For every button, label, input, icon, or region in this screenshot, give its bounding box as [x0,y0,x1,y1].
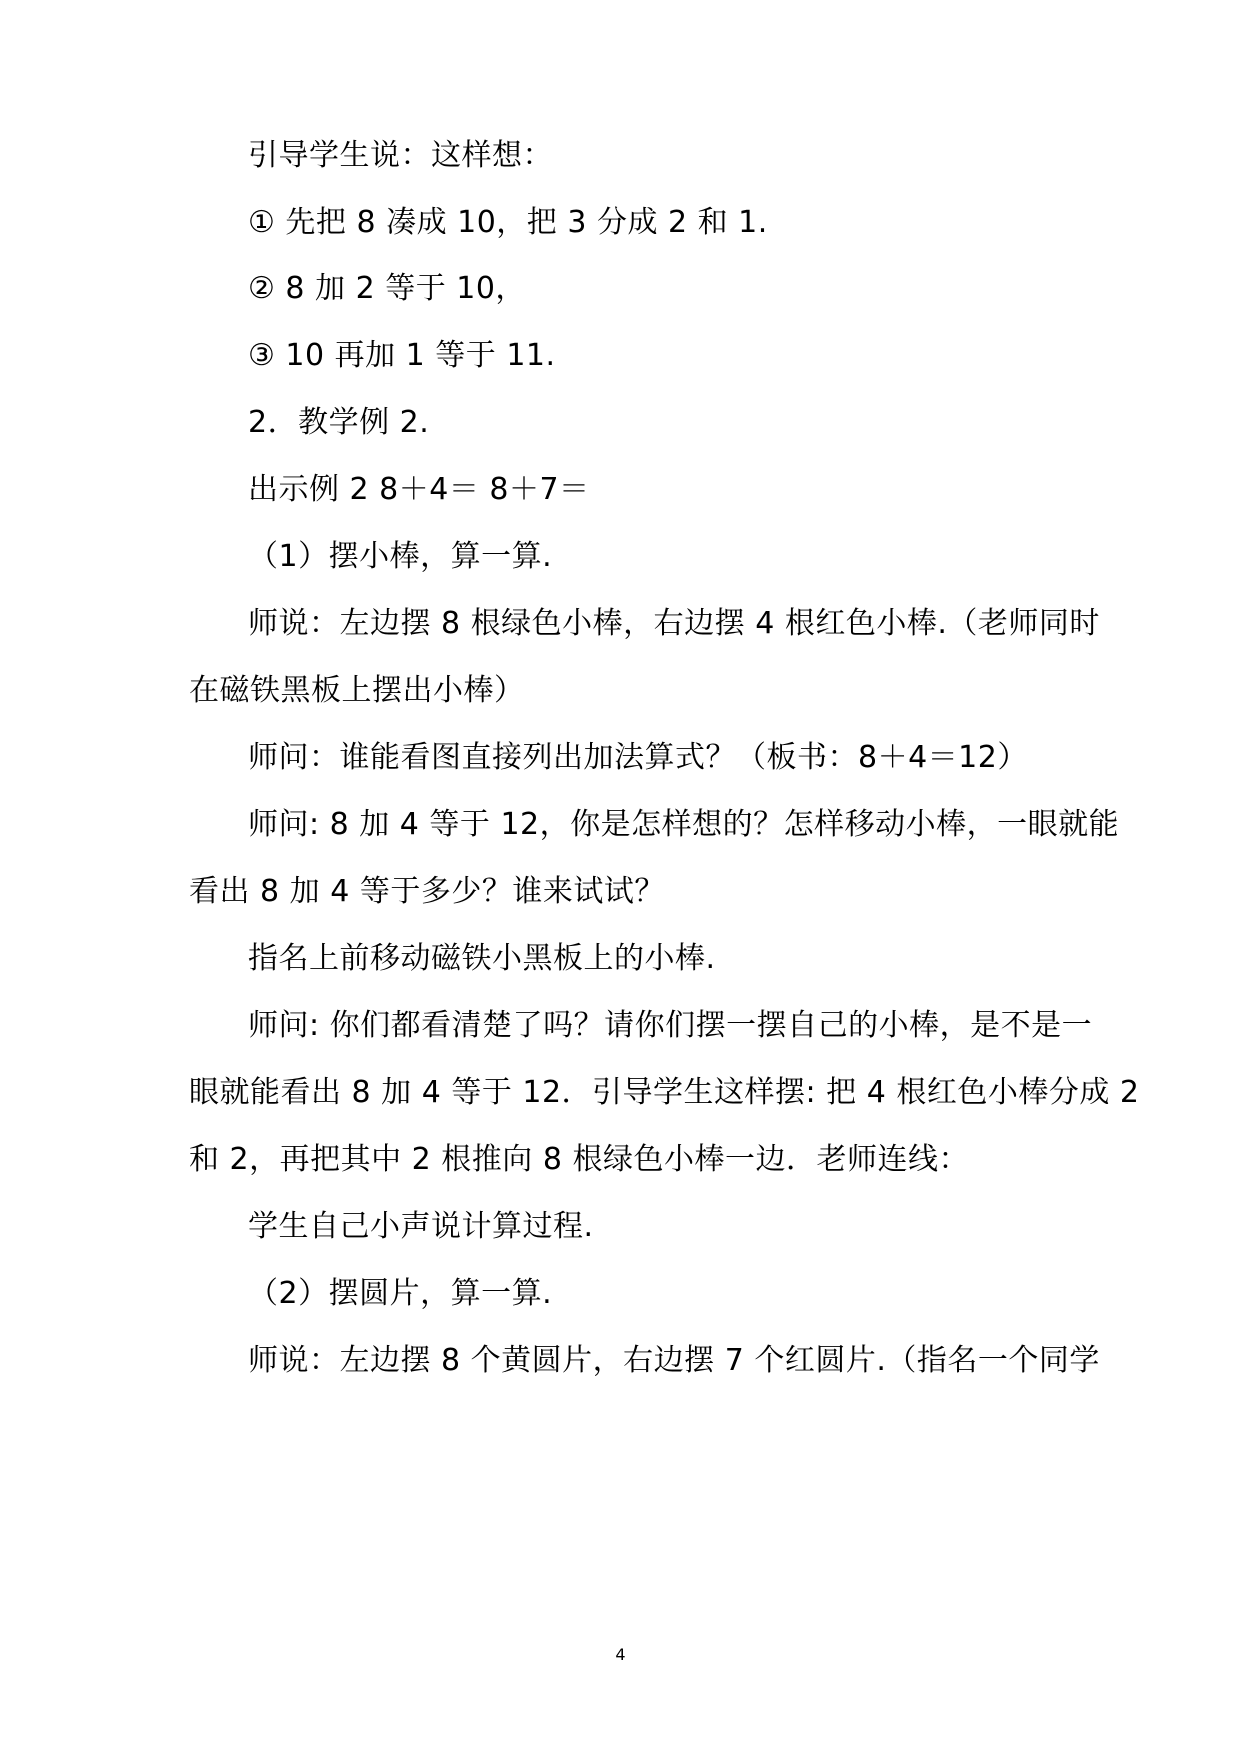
text-line-16: 和 2，再把其中 2 根推向 8 根绿色小棒一边．老师连线： [189,1142,969,1177]
text-line-5: 2．教学例 2. [248,405,430,440]
text-line-1: 引导学生说：这样想： [248,138,553,173]
text-line-6: 出示例 2 8＋4＝ 8＋7＝ [248,472,590,507]
text-line-17: 学生自己小声说计算过程. [248,1209,594,1244]
text-line-13: 指名上前移动磁铁小黑板上的小棒. [248,941,716,976]
text-line-14: 师问: 你们都看清楚了吗？请你们摆一摆自己的小棒，是不是一 [248,1008,1093,1043]
text-line-9: 在磁铁黑板上摆出小棒） [189,673,525,708]
text-line-3: ② 8 加 2 等于 10， [248,271,526,306]
text-line-2: ① 先把 8 凑成 10，把 3 分成 2 和 1. [248,205,768,240]
text-line-10: 师问：谁能看图直接列出加法算式？（板书：8＋4＝12） [248,740,1028,775]
text-line-12: 看出 8 加 4 等于多少？谁来试试？ [189,874,665,909]
text-line-15: 眼就能看出 8 加 4 等于 12．引导学生这样摆: 把 4 根红色小棒分成 2 [189,1075,1140,1110]
text-line-4: ③ 10 再加 1 等于 11. [248,338,556,373]
text-line-18: （2）摆圆片，算一算. [248,1276,553,1311]
page-number: 4 [615,1645,626,1664]
text-line-8: 师说：左边摆 8 根绿色小棒，右边摆 4 根红色小棒.（老师同时 [248,606,1100,641]
text-line-19: 师说：左边摆 8 个黄圆片，右边摆 7 个红圆片.（指名一个同学 [248,1343,1100,1378]
text-line-11: 师问: 8 加 4 等于 12，你是怎样想的？怎样移动小棒，一眼就能 [248,807,1120,842]
text-line-7: （1）摆小棒，算一算. [248,539,553,574]
